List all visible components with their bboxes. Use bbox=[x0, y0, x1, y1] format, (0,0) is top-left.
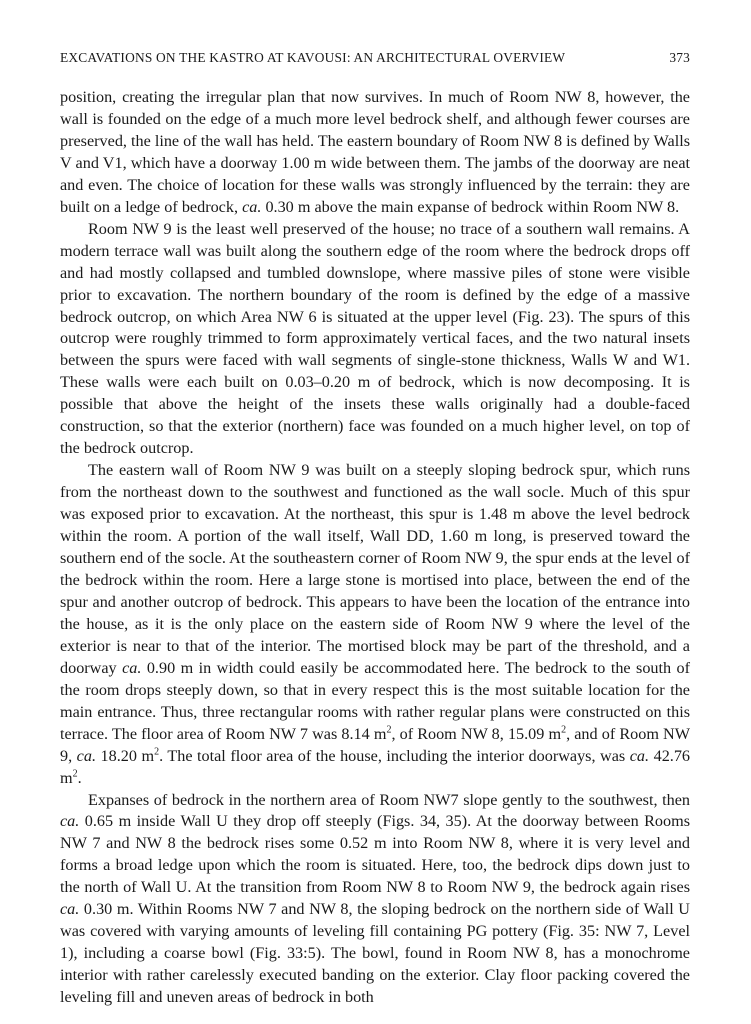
italic-run: ca. bbox=[76, 746, 96, 765]
superscript: 2 bbox=[72, 768, 78, 780]
text-run: Room NW 9 is the least well preserved of the house; no trace of a southern wall remains. A modern terrace wall was built along the southern edge of the room where the bedrock drops off and had mostly collapsed and tumbled downslope, where massive piles of stone were visible prior to excavation. The northern boundary of the room is defined by the edge of a massive bedrock outcrop, on which Area NW 6 is situated at the upper level (Fig. 23). The spurs of this outcrop were roughly trimmed to form approximately vertical faces, and the two natural insets between the spurs were faced with wall segments of single-stone thickness, Walls W and W1. These walls were each built on 0.03–0.20 m of bedrock, which is now decomposing. It is possible that above the height of the insets these walls originally had a double-faced construction, so that the exterior (northern) face was founded on a much higher level, on top of the bedrock outcrop. bbox=[60, 219, 690, 458]
superscript: 2 bbox=[154, 746, 160, 758]
text-run: . The total floor area of the house, including the interior doorways, was bbox=[159, 746, 630, 765]
superscript: 2 bbox=[561, 724, 567, 736]
text-run: . bbox=[77, 768, 82, 787]
paragraph bbox=[60, 87, 690, 219]
text-run: , of Room NW 8, 15.09 m bbox=[391, 724, 562, 743]
text-run: 42.76 m bbox=[60, 746, 691, 787]
running-head bbox=[60, 50, 690, 66]
italic-run: ca. bbox=[242, 197, 262, 216]
paragraph bbox=[60, 219, 690, 460]
text-run: 18.20 m bbox=[96, 746, 155, 765]
paragraph bbox=[60, 790, 690, 1010]
paragraph bbox=[60, 460, 690, 789]
text-run: 0.30 m. Within Rooms NW 7 and NW 8, the sloping bedrock on the northern side of Wall U was covered with varying amounts of leveling fill containing PG pottery (Fig. 35: NW 7, Level 1), including a coarse bowl (Fig. 33:5). The bowl, found in Room NW 8, has a monochrome interior with rather carelessly executed banding on the exterior. Clay floor packing covered the leveling fill and uneven areas of bedrock in both bbox=[60, 900, 690, 1007]
text-run: , and of Room NW 9, bbox=[60, 724, 690, 765]
text-run: Expanses of bedrock in the northern area of Room NW7 slope gently to the southwest, then bbox=[88, 790, 690, 809]
superscript: 2 bbox=[386, 724, 392, 736]
running-head-title: EXCAVATIONS ON THE KASTRO AT KAVOUSI: AN ARCHITECTURAL OVERVIEW bbox=[60, 50, 566, 65]
text-run: position, creating the irregular plan that now survives. In much of Room NW 8, however, the wall is founded on the edge of a much more level bedrock shelf, and although fewer courses are preserved, the line of the wall has held. The eastern boundary of Room NW 8 is defined by Walls V and V1, which have a doorway 1.00 m wide between them. The jambs of the doorway are neat and even. The choice of location for these walls was strongly influenced by the terrain: they are built on a ledge of bedrock, bbox=[60, 88, 690, 216]
page-number: 373 bbox=[669, 50, 690, 65]
text-run: 0.65 m inside Wall U they drop off steeply (Figs. 34, 35). At the doorway between Rooms NW 7 and NW 8 the bedrock rises some 0.52 m into Room NW 8, where it is very level and forms a broad ledge upon which the room is situated. Here, too, the bedrock dips down just to the north of Wall U. At the transition from Room NW 8 to Room NW 9, the bedrock again rises bbox=[60, 812, 690, 897]
text-run: 0.90 m in width could easily be accommodated here. The bedrock to the south of the room drops steeply down, so that in every respect this is the most suitable location for the main entrance. Thus, three rectangular rooms with rather regular plans were constructed on this terrace. The floor area of Room NW 7 was 8.14 m bbox=[60, 658, 691, 743]
italic-run: ca. bbox=[60, 812, 80, 831]
text-run: The eastern wall of Room NW 9 was built on a steeply sloping bedrock spur, which runs from the northeast down to the southwest and functioned as the wall socle. Much of this spur was exposed prior to excavation. At the northeast, this spur is 1.48 m above the level bedrock within the room. A portion of the wall itself, Wall DD, 1.60 m long, is preserved toward the southern end of the socle. At the southeastern corner of Room NW 9, the spur ends at the level of the bedrock within the room. Here a large stone is mortised into place, between the end of the spur and another outcrop of bedrock. This appears to have been the location of the entrance into the house, as it is the only place on the eastern side of Room NW 9 where the level of the exterior is near to that of the interior. The mortised block may be part of the threshold, and a doorway bbox=[60, 461, 690, 677]
italic-run: ca. bbox=[629, 746, 650, 765]
text-run: 0.30 m above the main expanse of bedrock within Room NW 8. bbox=[261, 197, 680, 216]
italic-run: ca. bbox=[122, 658, 142, 677]
italic-run: ca. bbox=[60, 900, 80, 919]
body-text bbox=[60, 87, 690, 1009]
